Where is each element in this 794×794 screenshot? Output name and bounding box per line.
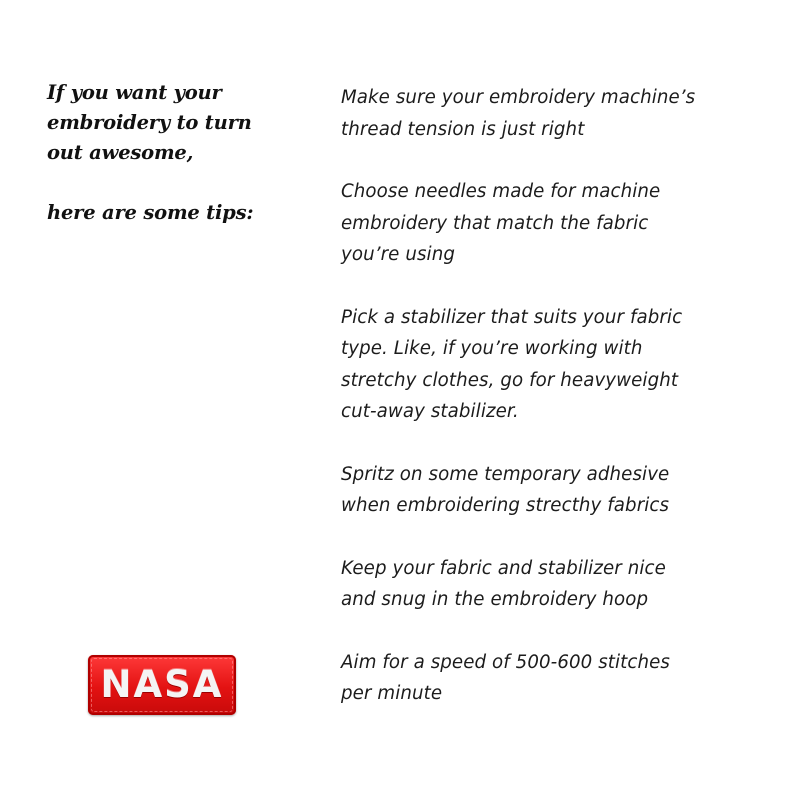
tip-thread-tension: Make sure your embroidery machine’s thread tension is just right	[341, 87, 696, 140]
tip-needles: Choose needles made for machine embroidery that match the fabric you’re using	[341, 181, 661, 265]
tip-stabilizer: Pick a stabilizer that suits your fabric type. Like, if you’re working with stretchy clothes, go for heavyweight cut-away stabilizer.	[341, 306, 683, 422]
intro-line-1: If you want your	[47, 81, 222, 104]
tip-hoop: Keep your fabric and stabilizer nice and snug in the embroidery hoop	[341, 557, 666, 610]
tip-adhesive: Spritz on some temporary adhesive when embroidering strecthy fabrics	[341, 463, 670, 516]
intro-spacer	[47, 168, 307, 198]
intro-line-2: embroidery to turn	[47, 111, 252, 134]
intro-heading	[47, 78, 307, 228]
tips-list	[341, 82, 781, 741]
intro-line-3: out awesome,	[47, 141, 194, 164]
nasa-patch-logo	[88, 655, 236, 715]
intro-line-4: here are some tips:	[47, 201, 254, 224]
nasa-logo-text: NASA	[100, 663, 224, 706]
tip-speed: Aim for a speed of 500-600 stitches per minute	[341, 651, 671, 704]
